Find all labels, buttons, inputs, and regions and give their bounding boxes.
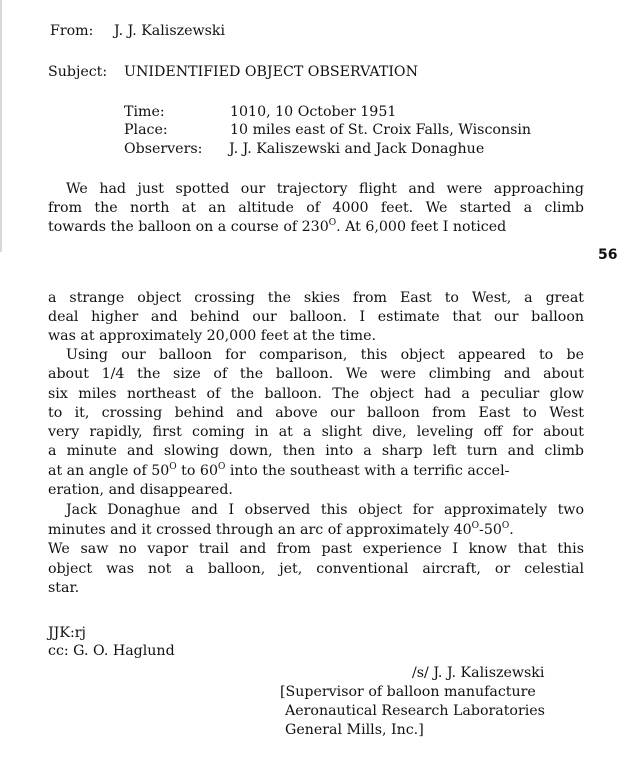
degree-mark: O: [217, 462, 226, 472]
body-line: We had just spotted our trajectory flight and were approaching: [66, 181, 584, 197]
degree-mark: O: [471, 521, 480, 531]
initials: JJK:rj: [48, 625, 86, 641]
body-text: .: [509, 522, 514, 538]
body-line: about 1/4 the size of the balloon. We were climbing and about: [48, 366, 584, 382]
time-label: Time:: [124, 104, 165, 120]
signer-company: General Mills, Inc.]: [285, 722, 424, 738]
body-line: [48, 218, 584, 236]
cc-line: cc: G. O. Haglund: [48, 643, 175, 659]
subject-value: UNIDENTIFIED OBJECT OBSERVATION: [124, 64, 418, 80]
body-line: very rapidly, first coming in at a slight dive, leveling off for about: [48, 424, 584, 440]
degree-mark: O: [169, 462, 177, 472]
body-line: six miles northeast of the balloon. The object had a peculiar glow: [48, 386, 584, 402]
body-line: was at approximately 20,000 feet at the time.: [48, 328, 377, 344]
body-line: eration, and disappeared.: [48, 482, 233, 498]
body-line: Using our balloon for comparison, this object appeared to be: [66, 347, 584, 363]
body-line: star.: [48, 580, 80, 596]
subject-label: Subject:: [48, 64, 108, 80]
body-text: to 60: [176, 463, 218, 479]
body-line: Jack Donaghue and I observed this object for approximately two: [66, 502, 584, 518]
body-line: object was not a balloon, jet, conventional aircraft, or celestial: [48, 561, 584, 577]
degree-mark: O: [328, 218, 337, 228]
place-label: Place:: [124, 122, 168, 138]
body-text: . At 6,000 feet I noticed: [336, 219, 507, 235]
time-value: 1010, 10 October 1951: [230, 104, 397, 120]
body-line: to it, crossing behind and above our balloon from East to West: [48, 405, 584, 421]
signer-title: [Supervisor of balloon manufacture: [280, 684, 536, 700]
body-text: -50: [479, 522, 502, 538]
degree-mark: O: [501, 521, 510, 531]
place-value: 10 miles east of St. Croix Falls, Wisconsin: [230, 122, 532, 138]
body-text: into the southeast with a terrific accel-: [225, 463, 510, 479]
body-text: at an angle of 50: [48, 463, 170, 479]
observers-label: Observers:: [124, 141, 203, 157]
body-line: a minute and slowing down, then into a sharp left turn and climb: [48, 443, 584, 459]
signer-org: Aeronautical Research Laboratories: [285, 703, 545, 719]
body-line: [48, 462, 509, 480]
observers-value: J. J. Kaliszewski and Jack Donaghue: [229, 141, 485, 157]
signature: /s/ J. J. Kaliszewski: [412, 665, 545, 681]
body-line: a strange object crossing the skies from East to West, a great: [48, 290, 584, 306]
from-label: From:: [50, 23, 94, 39]
body-line: from the north at an altitude of 4000 feet. We started a climb: [48, 200, 584, 216]
page-number: 56: [598, 247, 618, 263]
body-text: towards the balloon on a course of 230: [48, 219, 329, 235]
body-line: We saw no vapor trail and from past experience I know that this: [48, 541, 584, 557]
body-line: [48, 521, 514, 539]
body-text: minutes and it crossed through an arc of approximately 40: [48, 522, 472, 538]
page-edge-rule: [0, 0, 2, 252]
body-line: deal higher and behind our balloon. I estimate that our balloon: [48, 309, 584, 325]
from-value: J. J. Kaliszewski: [114, 23, 226, 39]
